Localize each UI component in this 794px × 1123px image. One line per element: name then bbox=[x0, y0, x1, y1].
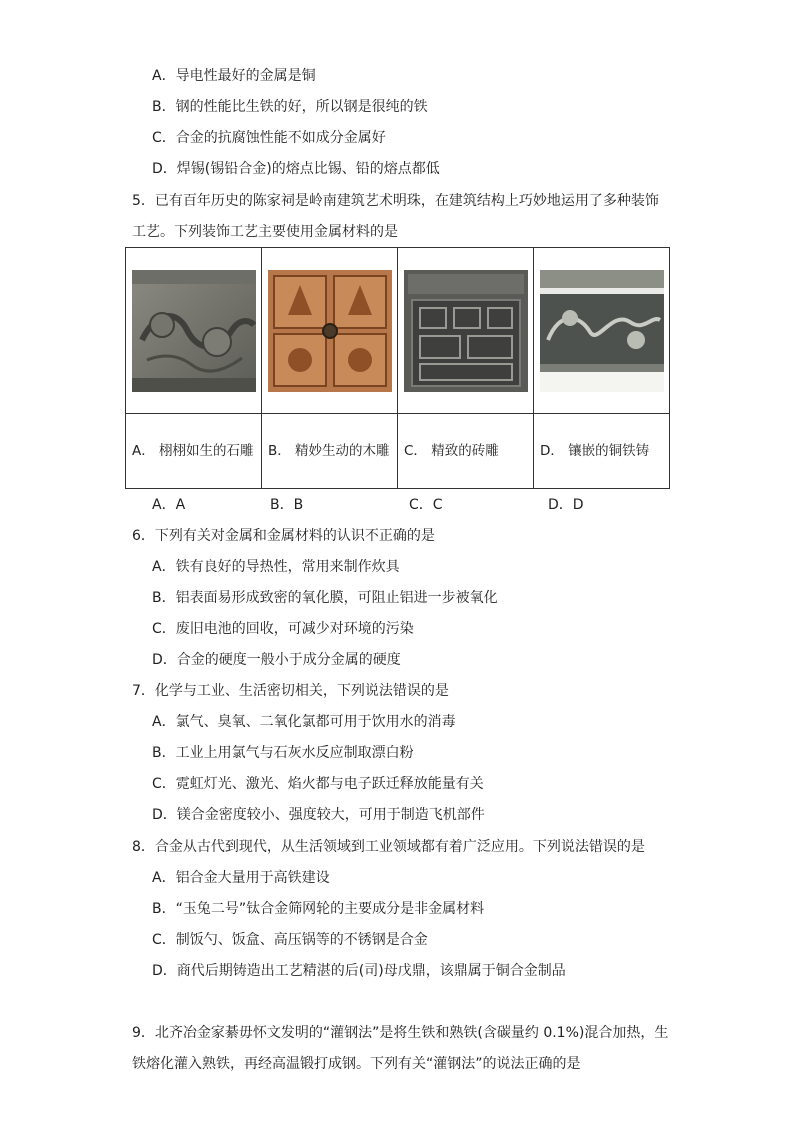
copper-iron-casting-image bbox=[540, 270, 664, 392]
q5-answer-d: D．D bbox=[548, 497, 584, 513]
q7-stem: 7．化学与工业、生活密切相关，下列说法错误的是 bbox=[132, 683, 449, 699]
q5-caption-c: C． 精致的砖雕 bbox=[398, 414, 534, 489]
q4-option-d: D．焊锡(锡铅合金)的熔点比锡、铅的熔点都低 bbox=[152, 161, 440, 177]
q5-answer-row bbox=[152, 495, 672, 515]
q5-answer-a: A．A bbox=[152, 497, 186, 513]
brick-carving-image bbox=[404, 270, 528, 392]
q5-caption-d: D． 镶嵌的铜铁铸 bbox=[534, 414, 670, 489]
q5-image-table bbox=[125, 247, 670, 489]
q9-stem-line1: 9．北齐冶金家綦毋怀文发明的“灌钢法”是将生铁和熟铁(含碳量约 0.1%)混合加热，生 bbox=[132, 1025, 669, 1041]
q5-image-cell-d bbox=[534, 248, 670, 414]
stone-carving-image bbox=[132, 270, 256, 392]
q6-option-c: C．废旧电池的回收，可减少对环境的污染 bbox=[152, 621, 414, 637]
q5-image-cell-c bbox=[398, 248, 534, 414]
q6-option-b: B．铝表面易形成致密的氧化膜，可阻止铝进一步被氧化 bbox=[152, 590, 498, 606]
q5-stem-line1: 5．已有百年历史的陈家祠是岭南建筑艺术明珠，在建筑结构上巧妙地运用了多种装饰 bbox=[132, 193, 659, 209]
q9-stem-line2: 铁熔化灌入熟铁，再经高温锻打成钢。下列有关“灌钢法”的说法正确的是 bbox=[132, 1056, 581, 1072]
q5-image-cell-b bbox=[262, 248, 398, 414]
q8-option-a: A．铝合金大量用于高铁建设 bbox=[152, 870, 330, 886]
q8-option-d: D．商代后期铸造出工艺精湛的后(司)母戊鼎，该鼎属于铜合金制品 bbox=[152, 963, 566, 979]
q8-option-c: C．制饭勺、饭盒、高压锅等的不锈钢是合金 bbox=[152, 932, 428, 948]
q7-option-b: B．工业上用氯气与石灰水反应制取漂白粉 bbox=[152, 745, 414, 761]
q7-option-a: A．氯气、臭氧、二氧化氯都可用于饮用水的消毒 bbox=[152, 714, 456, 730]
wood-carving-image bbox=[268, 270, 392, 392]
q5-image-cell-a bbox=[126, 248, 262, 414]
q6-stem: 6．下列有关对金属和金属材料的认识不正确的是 bbox=[132, 528, 435, 544]
q6-option-d: D．合金的硬度一般小于成分金属的硬度 bbox=[152, 652, 401, 668]
q5-answer-b: B．B bbox=[270, 497, 304, 513]
q6-option-a: A．铁有良好的导热性，常用来制作炊具 bbox=[152, 559, 400, 575]
q4-option-a: A．导电性最好的金属是铜 bbox=[152, 68, 316, 84]
q4-option-c: C．合金的抗腐蚀性能不如成分金属好 bbox=[152, 130, 386, 146]
q8-stem: 8．合金从古代到现代，从生活领域到工业领域都有着广泛应用。下列说法错误的是 bbox=[132, 839, 645, 855]
q5-caption-b: B． 精妙生动的木雕 bbox=[262, 414, 398, 489]
q5-caption-a: A． 栩栩如生的石雕 bbox=[126, 414, 262, 489]
q5-answer-c: C．C bbox=[409, 497, 443, 513]
q4-option-b: B．钢的性能比生铁的好，所以钢是很纯的铁 bbox=[152, 99, 428, 115]
q5-stem-line2: 工艺。下列装饰工艺主要使用金属材料的是 bbox=[132, 224, 398, 240]
q7-option-c: C．霓虹灯光、激光、焰火都与电子跃迁释放能量有关 bbox=[152, 776, 484, 792]
q8-option-b: B．“玉兔二号”钛合金筛网轮的主要成分是非金属材料 bbox=[152, 901, 485, 917]
q7-option-d: D．镁合金密度较小、强度较大，可用于制造飞机部件 bbox=[152, 807, 485, 823]
